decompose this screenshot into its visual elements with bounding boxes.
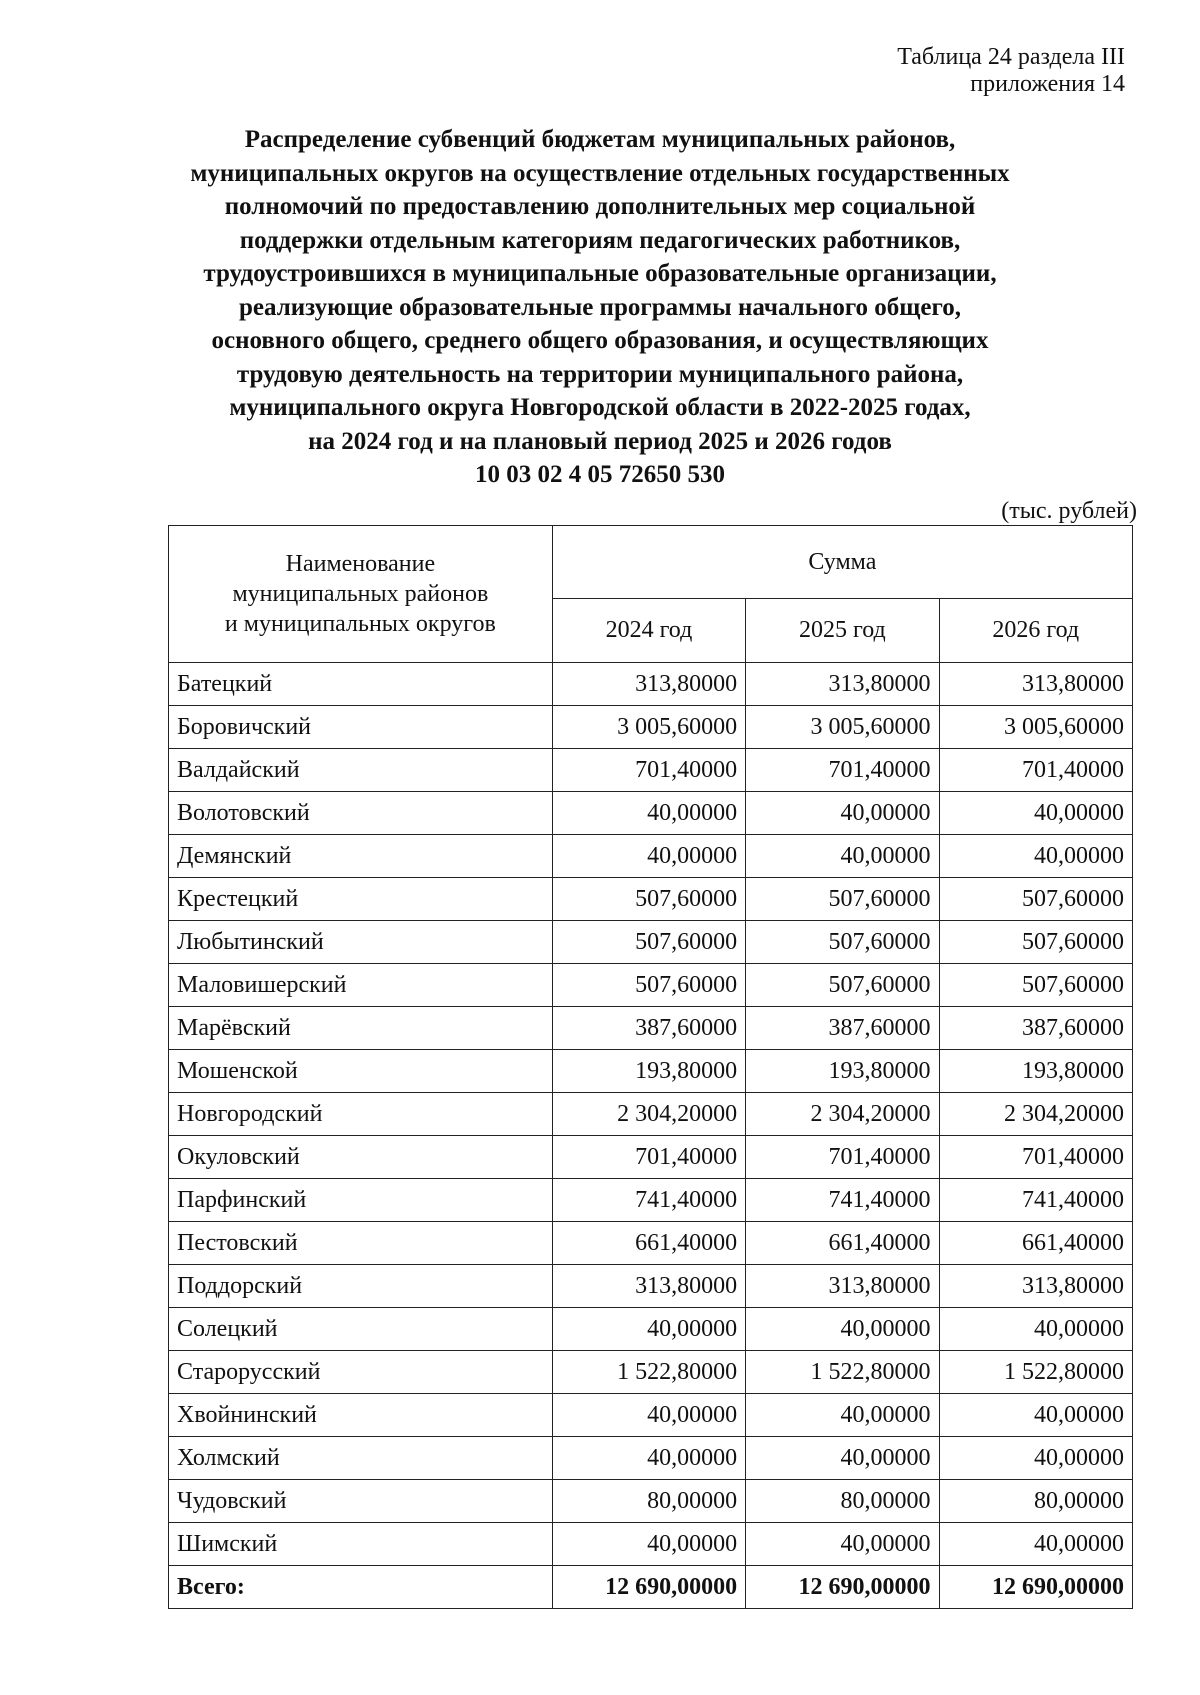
value-2024: 193,80000	[552, 1050, 745, 1093]
district-name: Любытинский	[169, 921, 553, 964]
value-2024: 40,00000	[552, 835, 745, 878]
district-name: Парфинский	[169, 1179, 553, 1222]
value-2026: 3 005,60000	[939, 706, 1132, 749]
value-2024: 661,40000	[552, 1222, 745, 1265]
value-2026: 40,00000	[939, 1437, 1132, 1480]
district-name: Марёвский	[169, 1007, 553, 1050]
table-row	[169, 1050, 1133, 1093]
value-2025: 40,00000	[746, 1523, 939, 1566]
value-2026: 313,80000	[939, 1265, 1132, 1308]
value-2026: 40,00000	[939, 835, 1132, 878]
total-row	[169, 1566, 1133, 1609]
table-row	[169, 964, 1133, 1007]
district-name: Волотовский	[169, 792, 553, 835]
value-2026: 387,60000	[939, 1007, 1132, 1050]
table-row	[169, 1394, 1133, 1437]
total-label: Всего:	[169, 1566, 553, 1609]
value-2025: 313,80000	[746, 663, 939, 706]
table-row	[169, 749, 1133, 792]
header-sum: Сумма	[552, 526, 1132, 599]
header-name-column: Наименование муниципальных районов и муниципальных округов	[169, 526, 553, 663]
title-line: поддержки отдельным категориям педагогических работников,	[239, 226, 961, 254]
district-name: Батецкий	[169, 663, 553, 706]
value-2025: 2 304,20000	[746, 1093, 939, 1136]
table-row	[169, 1093, 1133, 1136]
table-row	[169, 1222, 1133, 1265]
district-name: Старорусский	[169, 1351, 553, 1394]
district-name: Мошенской	[169, 1050, 553, 1093]
value-2024: 387,60000	[552, 1007, 745, 1050]
unit-label: (тыс. рублей)	[1001, 498, 1137, 524]
value-2025: 741,40000	[746, 1179, 939, 1222]
value-2024: 40,00000	[552, 1437, 745, 1480]
value-2024: 1 522,80000	[552, 1351, 745, 1394]
header-year-2025: 2025 год	[746, 599, 939, 663]
value-2025: 80,00000	[746, 1480, 939, 1523]
document-title	[150, 123, 1050, 458]
value-2026: 40,00000	[939, 792, 1132, 835]
value-2024: 3 005,60000	[552, 706, 745, 749]
value-2025: 387,60000	[746, 1007, 939, 1050]
title-line: Распределение субвенций бюджетам муниципальных районов,	[244, 126, 956, 153]
value-2024: 701,40000	[552, 749, 745, 792]
value-2024: 507,60000	[552, 921, 745, 964]
budget-classification-code: 10 03 02 4 05 72650 530	[475, 461, 725, 488]
district-name: Чудовский	[169, 1480, 553, 1523]
reference-line-1: Таблица 24 раздела III	[897, 44, 1125, 70]
header-year-2024: 2024 год	[552, 599, 745, 663]
title-line: полномочий по предоставлению дополнительных мер социальной	[224, 193, 976, 220]
table-row	[169, 706, 1133, 749]
title-line: трудовую деятельность на территории муниципального района,	[236, 360, 964, 388]
total-2026: 12 690,00000	[939, 1566, 1132, 1609]
table-row	[169, 1437, 1133, 1480]
district-name: Боровичский	[169, 706, 553, 749]
title-line: муниципальных округов на осуществление отдельных государственных	[190, 159, 1010, 187]
value-2024: 80,00000	[552, 1480, 745, 1523]
value-2025: 40,00000	[746, 1308, 939, 1351]
title-line: муниципального округа Новгородской области в 2022-2025 годах,	[229, 394, 971, 421]
value-2024: 2 304,20000	[552, 1093, 745, 1136]
value-2026: 701,40000	[939, 749, 1132, 792]
value-2026: 507,60000	[939, 921, 1132, 964]
table-row	[169, 1265, 1133, 1308]
value-2024: 40,00000	[552, 1523, 745, 1566]
value-2026: 80,00000	[939, 1480, 1132, 1523]
value-2024: 741,40000	[552, 1179, 745, 1222]
value-2025: 40,00000	[746, 835, 939, 878]
title-line: на 2024 год и на плановый период 2025 и 2026 годов	[308, 427, 892, 455]
value-2025: 701,40000	[746, 749, 939, 792]
value-2026: 1 522,80000	[939, 1351, 1132, 1394]
district-name: Окуловский	[169, 1136, 553, 1179]
value-2025: 40,00000	[746, 792, 939, 835]
total-2024: 12 690,00000	[552, 1566, 745, 1609]
value-2025: 507,60000	[746, 921, 939, 964]
table-row	[169, 792, 1133, 835]
value-2024: 40,00000	[552, 1308, 745, 1351]
appendix-reference	[897, 44, 1125, 98]
district-name: Солецкий	[169, 1308, 553, 1351]
table-row	[169, 835, 1133, 878]
value-2026: 661,40000	[939, 1222, 1132, 1265]
table-row	[169, 921, 1133, 964]
district-name: Валдайский	[169, 749, 553, 792]
value-2024: 313,80000	[552, 1265, 745, 1308]
value-2026: 193,80000	[939, 1050, 1132, 1093]
value-2026: 701,40000	[939, 1136, 1132, 1179]
title-line: реализующие образовательные программы начального общего,	[239, 293, 961, 321]
value-2024: 507,60000	[552, 964, 745, 1007]
table-row	[169, 663, 1133, 706]
value-2026: 40,00000	[939, 1308, 1132, 1351]
value-2025: 507,60000	[746, 964, 939, 1007]
value-2024: 40,00000	[552, 792, 745, 835]
total-2025: 12 690,00000	[746, 1566, 939, 1609]
district-name: Крестецкий	[169, 878, 553, 921]
value-2025: 3 005,60000	[746, 706, 939, 749]
district-name: Пестовский	[169, 1222, 553, 1265]
table-row	[169, 1480, 1133, 1523]
table-row	[169, 1136, 1133, 1179]
value-2024: 313,80000	[552, 663, 745, 706]
value-2025: 193,80000	[746, 1050, 939, 1093]
value-2026: 507,60000	[939, 964, 1132, 1007]
district-name: Поддорский	[169, 1265, 553, 1308]
value-2025: 507,60000	[746, 878, 939, 921]
value-2026: 313,80000	[939, 663, 1132, 706]
value-2024: 507,60000	[552, 878, 745, 921]
table-row	[169, 1523, 1133, 1566]
value-2026: 2 304,20000	[939, 1093, 1132, 1136]
title-line: основного общего, среднего общего образования, и осуществляющих	[211, 327, 989, 354]
value-2025: 661,40000	[746, 1222, 939, 1265]
table-row	[169, 1007, 1133, 1050]
header-year-2026: 2026 год	[939, 599, 1132, 663]
value-2026: 40,00000	[939, 1523, 1132, 1566]
district-name: Новгородский	[169, 1093, 553, 1136]
value-2025: 1 522,80000	[746, 1351, 939, 1394]
value-2025: 40,00000	[746, 1437, 939, 1480]
value-2026: 507,60000	[939, 878, 1132, 921]
value-2024: 701,40000	[552, 1136, 745, 1179]
value-2026: 741,40000	[939, 1179, 1132, 1222]
table-row	[169, 878, 1133, 921]
value-2026: 40,00000	[939, 1394, 1132, 1437]
subsidy-table	[168, 525, 1133, 1609]
district-name: Демянский	[169, 835, 553, 878]
table-row	[169, 1179, 1133, 1222]
district-name: Хвойнинский	[169, 1394, 553, 1437]
district-name: Холмский	[169, 1437, 553, 1480]
table-row	[169, 1308, 1133, 1351]
value-2025: 40,00000	[746, 1394, 939, 1437]
district-name: Шимский	[169, 1523, 553, 1566]
value-2025: 313,80000	[746, 1265, 939, 1308]
title-line: трудоустроившихся в муниципальные образовательные организации,	[203, 260, 997, 287]
reference-line-2: приложения 14	[970, 71, 1125, 97]
table-row	[169, 1351, 1133, 1394]
value-2024: 40,00000	[552, 1394, 745, 1437]
district-name: Маловишерский	[169, 964, 553, 1007]
value-2025: 701,40000	[746, 1136, 939, 1179]
